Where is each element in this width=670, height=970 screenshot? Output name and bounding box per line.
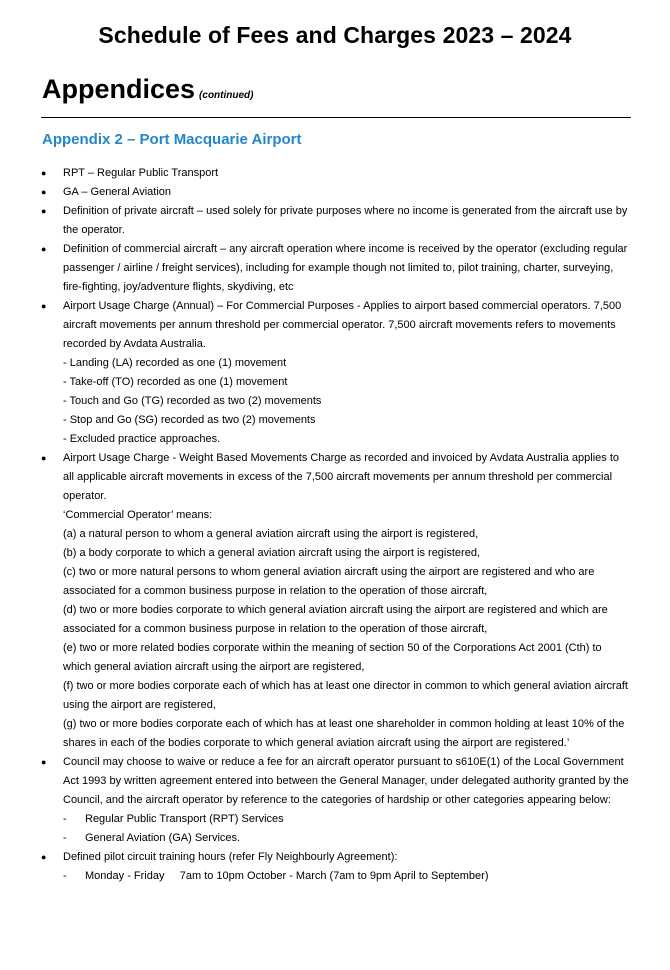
operator-clause: (f) two or more bodies corporate each of which has at least one director in common to which general aviation aircraft using the airport are registered,: [63, 680, 628, 711]
list-item: [40, 202, 632, 240]
movement-rule: - Take-off (TO) recorded as one (1) movement: [63, 376, 288, 388]
appendix-content: [40, 164, 632, 886]
bullet-icon: ●: [41, 453, 47, 463]
commercial-operator-definition: ‘Commercial Operator’ means:: [63, 509, 213, 521]
bullet-icon: ●: [41, 301, 47, 311]
item-annual-charge: Airport Usage Charge (Annual) – For Commercial Purposes - Applies to airport based commercial operators. 7,500 aircraft movements per annum threshold per commercial operator. 7,500 aircraft movements refers to movements recorded by Avdata Australia.: [63, 300, 622, 350]
waiver-category: [63, 829, 632, 848]
bullet-icon: ●: [41, 852, 47, 862]
list-item: [40, 297, 632, 449]
bullet-list: [40, 164, 632, 886]
operator-clause: (c) two or more natural persons to whom general aviation aircraft using the airport are registered and who are associated for a common business purpose in relation to the operation of those aircraft,: [63, 566, 595, 597]
training-hours-line: [63, 867, 632, 886]
list-item: [40, 240, 632, 297]
item-commercial-aircraft: Definition of commercial aircraft – any aircraft operation where income is received by the operator (excluding regular passenger / airline / freight services), including for example though not limited to, pilot training, charter, surveying, fire-fighting, joy/adventure flights, skydiving, etc: [63, 243, 628, 293]
dash-marker: -: [63, 813, 67, 825]
movement-rule: - Landing (LA) recorded as one (1) movement: [63, 357, 287, 369]
item-ga: GA – General Aviation: [63, 186, 172, 198]
waiver-category: [63, 810, 632, 829]
waiver-category-label: Regular Public Transport (RPT) Services: [85, 813, 284, 825]
operator-clause: (b) a body corporate to which a general aviation aircraft using the airport is registered,: [63, 547, 480, 559]
operator-clause: (g) two or more bodies corporate each of which has at least one shareholder in common holding at least 10% of the shares in each of the bodies corporate to which general aviation aircraft using the airport are registered.’: [63, 718, 625, 749]
list-item: [40, 183, 632, 202]
movement-rule: - Touch and Go (TG) recorded as two (2) movements: [63, 395, 322, 407]
waiver-category-label: General Aviation (GA) Services.: [85, 832, 241, 844]
bullet-icon: ●: [41, 757, 47, 767]
continued-label: (continued): [199, 90, 254, 101]
list-item: [40, 848, 632, 886]
operator-clause: (a) a natural person to whom a general aviation aircraft using the airport is registered,: [63, 528, 479, 540]
operator-clause: (e) two or more related bodies corporate within the meaning of section 50 of the Corporations Act 2001 (Cth) to which general aviation aircraft using the airport are registered,: [63, 642, 602, 673]
bullet-icon: ●: [41, 168, 47, 178]
section-title: Appendix 2 – Port Macquarie Airport: [42, 131, 302, 148]
list-item: [40, 164, 632, 183]
item-rpt: RPT – Regular Public Transport: [63, 167, 219, 179]
list-item: [40, 449, 632, 753]
appendices-heading: [42, 74, 253, 105]
movement-rule: - Excluded practice approaches.: [63, 433, 221, 445]
bullet-icon: ●: [41, 187, 47, 197]
appendices-label: Appendices: [42, 74, 196, 104]
item-fee-waiver: Council may choose to waive or reduce a fee for an aircraft operator pursuant to s610E(1) of the Local Government Act 1993 by written agreement entered into between the General Manager, under delegated authority granted by the Council, and the aircraft operator by reference to the categories of hardship or other categories appearing below:: [63, 756, 629, 806]
training-hours-label: Monday - Friday 7am to 10pm October - March (7am to 9pm April to September): [85, 870, 489, 882]
dash-marker: -: [63, 870, 67, 882]
operator-clause: (d) two or more bodies corporate to which general aviation aircraft using the airport are registered and which are associated for a common business purpose in relation to the operation of those aircraft,: [63, 604, 608, 635]
item-weight-charge: Airport Usage Charge - Weight Based Movements Charge as recorded and invoiced by Avdata Australia applies to all applicable aircraft movements in excess of the 7,500 aircraft movements per annum threshold per commercial operator.: [63, 452, 620, 502]
bullet-icon: ●: [41, 206, 47, 216]
item-training-hours: Defined pilot circuit training hours (refer Fly Neighbourly Agreement):: [63, 851, 398, 863]
item-private-aircraft: Definition of private aircraft – used solely for private purposes where no income is generated from the aircraft use by the operator.: [63, 205, 628, 236]
movement-rule: - Stop and Go (SG) recorded as two (2) movements: [63, 414, 316, 426]
bullet-icon: ●: [41, 244, 47, 254]
heading-divider: [41, 117, 631, 118]
dash-marker: -: [63, 832, 67, 844]
document-title: Schedule of Fees and Charges 2023 – 2024: [98, 22, 572, 48]
list-item: [40, 753, 632, 848]
